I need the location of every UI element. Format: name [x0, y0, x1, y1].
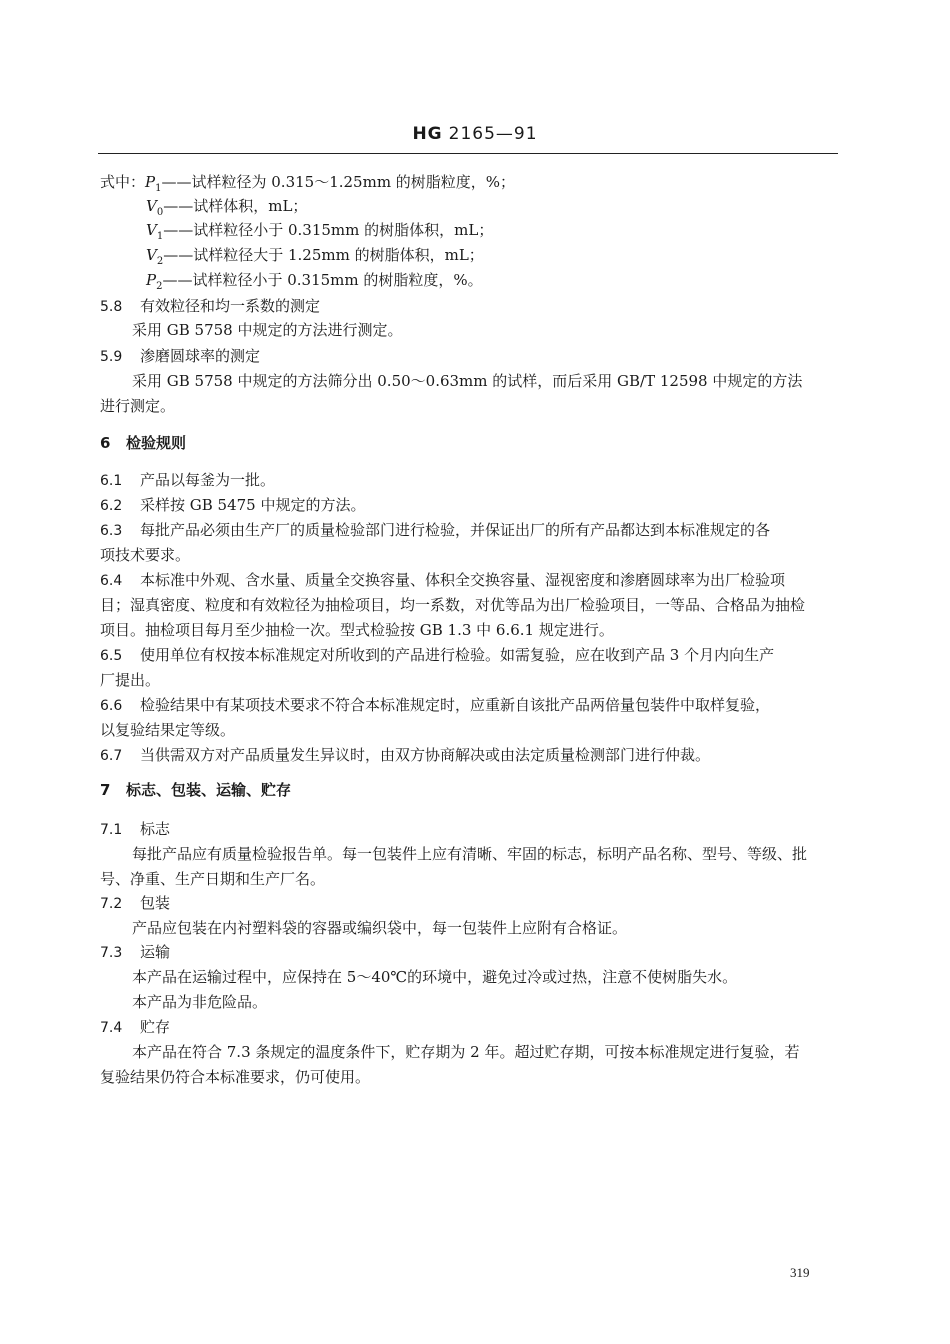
clause-5-8-heading: 5.8 有效粒径和均一系数的测定: [100, 297, 321, 315]
header-number: 2165—91: [448, 124, 538, 144]
clause-6-3-line-1: 6.3 每批产品必须由生产厂的质量检验部门进行检验，并保证出厂的所有产品都达到本标准规定的各: [100, 521, 771, 539]
clause-7-3-body-line-1: 本产品在运输过程中，应保持在 5～40℃的环境中，避免过冷或过热，注意不使树脂失水。: [132, 968, 738, 986]
clause-5-9-body-line-1: 采用 GB 5758 中规定的方法筛分出 0.50～0.63mm 的试样，而后采用 GB/T 12598 中规定的方法: [132, 372, 803, 390]
clause-6-6-line-2: 以复验结果定等级。: [100, 721, 236, 739]
clause-6-5-line-1: 6.5 使用单位有权按本标准规定对所收到的产品进行检验。如需复验，应在收到产品 3 个月内向生产: [100, 646, 775, 664]
formula-line-3: $V_1——$试样粒径小于 0.315mm 的树脂体积，mL；: [146, 221, 494, 242]
clause-7-3-body-line-2: 本产品为非危险品。: [132, 993, 268, 1011]
clause-6-6-line-1: 6.6 检验结果中有某项技术要求不符合本标准规定时，应重新自该批产品两倍量包装件中取样复验，: [100, 696, 771, 714]
clause-6-4-line-1: 6.4 本标准中外观、含水量、质量全交换容量、体积全交换容量、湿视密度和渗磨圆球率为出厂检验项: [100, 571, 786, 589]
clause-7-4-body-line-1: 本产品在符合 7.3 条规定的温度条件下，贮存期为 2 年。超过贮存期，可按本标准规定进行复验，若: [132, 1043, 800, 1061]
clause-6-4-line-2: 目；湿真密度、粒度和有效粒径为抽检项目，均一系数，对优等品为出厂检验项目，一等品、合格品为抽检: [100, 596, 806, 614]
formula-line-1: 式中：$P_1——$试样粒径为 0.315～1.25mm 的树脂粒度，%；: [100, 173, 516, 194]
clause-6-7: 6.7 当供需双方对产品质量发生异议时，由双方协商解决或由法定质量检测部门进行仲裁。: [100, 746, 711, 764]
clause-6-2: 6.2 采样按 GB 5475 中规定的方法。: [100, 496, 366, 514]
clause-7-1-heading: 7.1 标志: [100, 820, 171, 838]
formula-line-5: $P_2——$试样粒径小于 0.315mm 的树脂粒度，%。: [146, 271, 483, 292]
header-code: HG: [412, 124, 443, 144]
clause-6-5-line-2: 厂提出。: [100, 671, 161, 689]
header-rule: [98, 153, 838, 154]
section-7-heading: 7 标志、包装、运输、贮存: [100, 781, 292, 799]
section-6-heading: 6 检验规则: [100, 434, 187, 452]
clause-7-3-heading: 7.3 运输: [100, 943, 171, 961]
clause-7-4-heading: 7.4 贮存: [100, 1018, 171, 1036]
clause-5-8-body: 采用 GB 5758 中规定的方法进行测定。: [132, 321, 403, 339]
clause-7-1-body-line-1: 每批产品应有质量检验报告单。每一包装件上应有清晰、牢固的标志，标明产品名称、型号、等级、批: [132, 845, 808, 863]
page-header: [0, 124, 950, 144]
clause-7-1-body-line-2: 号、净重、生产日期和生产厂名。: [100, 870, 326, 888]
clause-7-2-heading: 7.2 包装: [100, 894, 171, 912]
clause-7-4-body-line-2: 复验结果仍符合本标准要求，仍可使用。: [100, 1068, 371, 1086]
clause-7-2-body: 产品应包装在内衬塑料袋的容器或编织袋中，每一包装件上应附有合格证。: [132, 919, 628, 937]
page-number: 319: [790, 1265, 810, 1280]
clause-6-1: 6.1 产品以每釜为一批。: [100, 471, 276, 489]
clause-6-3-line-2: 项技术要求。: [100, 546, 191, 564]
clause-6-4-line-3: 项目。抽检项目每月至少抽检一次。型式检验按 GB 1.3 中 6.6.1 规定进行。: [100, 621, 614, 639]
clause-5-9-heading: 5.9 渗磨圆球率的测定: [100, 347, 261, 365]
formula-line-2: $V_0——$试样体积，mL；: [146, 197, 308, 218]
formula-line-4: $V_2——$试样粒径大于 1.25mm 的树脂体积，mL；: [146, 246, 484, 267]
clause-5-9-body-line-2: 进行测定。: [100, 397, 176, 415]
